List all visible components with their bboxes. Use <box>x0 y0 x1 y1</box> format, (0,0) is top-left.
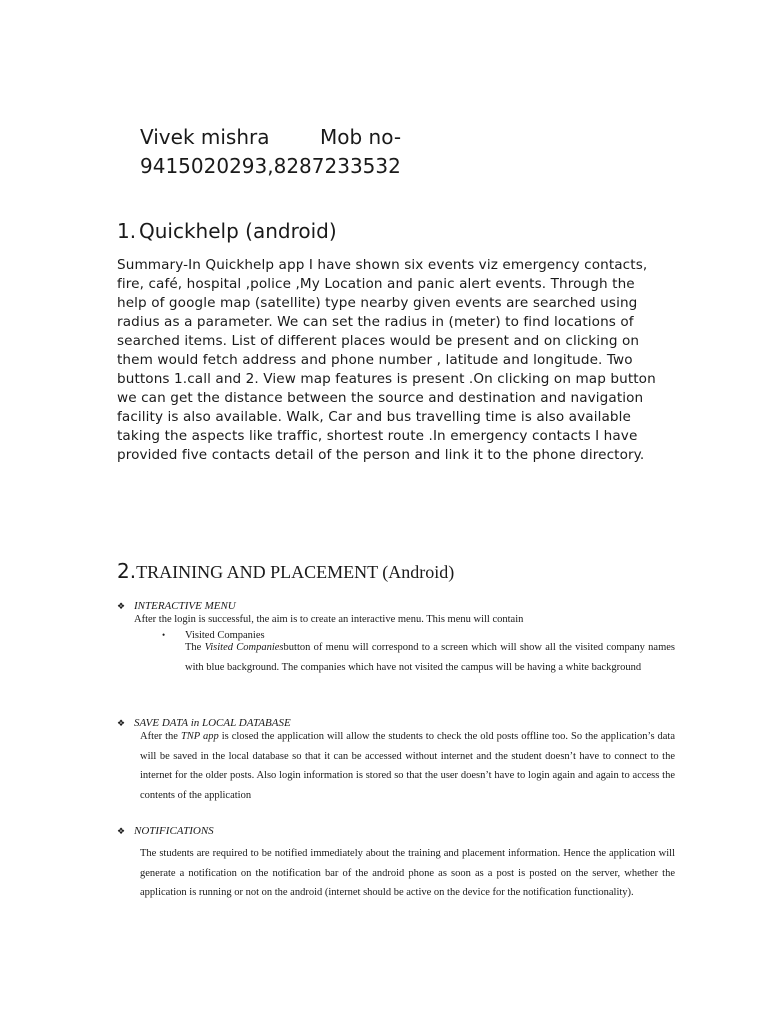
section-1-title: Quickhelp (android) <box>139 219 337 243</box>
bullet-heading-part: SAVE DATA <box>134 717 188 729</box>
visited-companies-text <box>185 638 675 677</box>
sub-bullet-label: Visited Companies <box>185 630 265 641</box>
section-2-number: 2. <box>117 559 137 583</box>
section-1-summary: Summary-In Quickhelp app I have shown six events viz emergency contacts, fire, café, hospital ,police ,My Location and panic alert events. Through the help of google map (satellite) type nearby given events are searched using radius as a parameter. We can set the radius in (meter) to find locations of searched items. List of different places would be present and on clicking on them would fetch address and phone number , latitude and longitude. Two buttons 1.call and 2. View map features is present .On clicking on map button we can get the distance between the source and destination and navigation facility is also available. Walk, Car and bus travelling time is also available taking the aspects like traffic, shortest route .In emergency contacts I have provided five contacts detail of the person and link it to the phone directory. <box>117 257 656 463</box>
dot-bullet-icon: • <box>162 630 166 640</box>
section-1-heading <box>117 218 337 244</box>
mobile-label: Mob no- <box>320 125 402 149</box>
text-run: The <box>185 642 205 653</box>
section-2-heading <box>117 558 454 585</box>
interactive-menu-text: After the login is successful, the aim is to create an interactive menu. This menu will contain <box>134 614 524 625</box>
bullet-notifications <box>117 824 214 838</box>
text-run: After the <box>140 731 181 742</box>
diamond-bullet-icon: ❖ <box>117 826 126 836</box>
section-1-number: 1. <box>117 219 137 243</box>
phone-numbers: 9415020293,8287233532 <box>140 154 401 178</box>
section-2-title: TRAINING AND PLACEMENT (Android) <box>136 562 455 582</box>
bullet-heading: NOTIFICATIONS <box>134 825 214 837</box>
bullet-heading: INTERACTIVE MENU <box>134 600 236 612</box>
diamond-bullet-icon: ❖ <box>117 718 126 728</box>
author-name: Vivek mishra <box>140 125 270 149</box>
text-run-italic: Visited Companies <box>204 642 284 653</box>
text-run: is closed the application will allow the students to check the old posts offline too. So the application’s data will be saved in the local database so that it can be accessed without internet and the student doesn’t have to connect to the internet for the older posts. Also login information is stored so that the user doesn’t have to login again and again to access the contents of the application <box>140 731 675 801</box>
bullet-heading-part: in <box>187 717 202 729</box>
bullet-heading-part: LOCAL DATABASE <box>202 717 291 729</box>
notifications-text: The students are required to be notified immediately about the training and placement information. Hence the application will generate a notification on the notification bar of the android phone as soon as a post is posted on the server, whether the application is running or not on the android (internet should be active on the device for the notification functionality). <box>140 848 675 898</box>
text-run: button of menu will correspond to a screen which will show all the visited company names with blue background. The companies which have not visited the campus will be having a white background <box>185 642 675 673</box>
text-run-italic: TNP app <box>180 731 219 742</box>
resume-header <box>140 123 700 181</box>
save-data-text <box>140 727 675 805</box>
bullet-interactive-menu <box>117 599 236 613</box>
diamond-bullet-icon: ❖ <box>117 601 126 611</box>
